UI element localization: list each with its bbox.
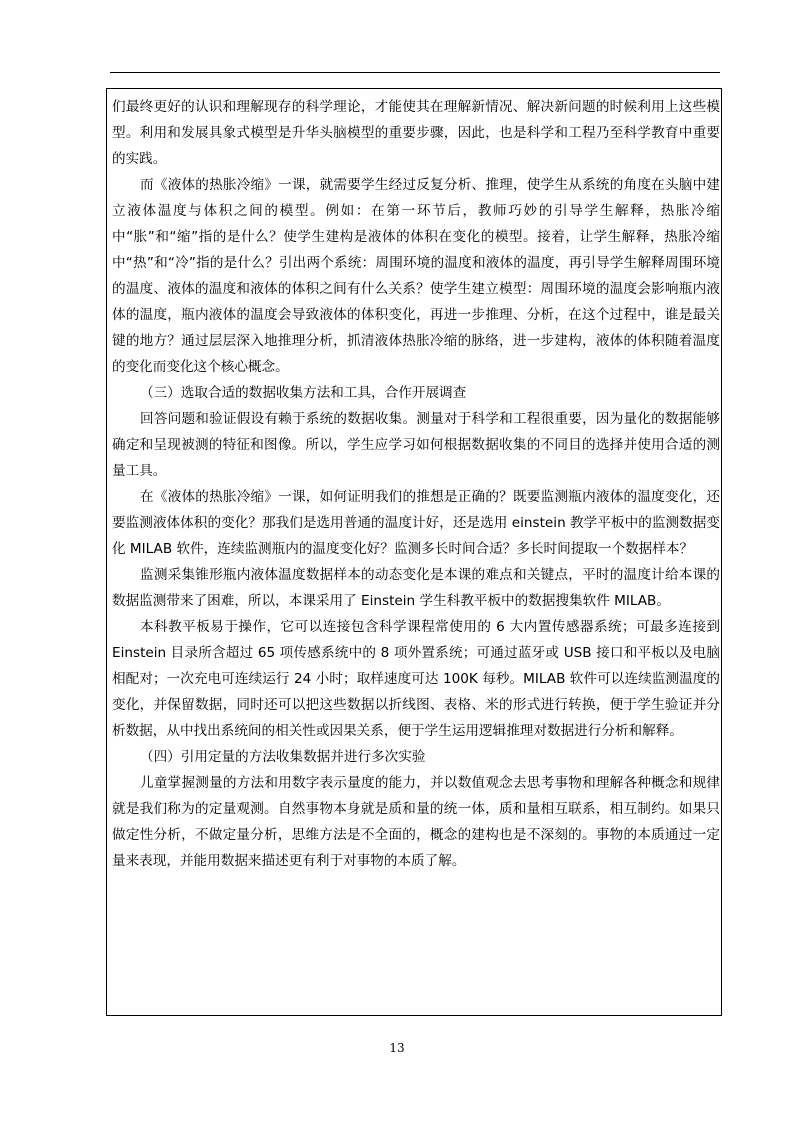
paragraph-continuation: 们最终更好的认识和理解现存的科学理论，才能使其在理解新情况、解决新问题的时候利用上这些模型。利用和发展具象式模型是升华头脑模型的重要步骤，因此，也是科学和工程乃至科学教育中重要的实践。 [112,99,720,167]
header-rule [110,72,720,73]
section-heading-4: （四）引用定量的方法收集数据并进行多次实验 [140,749,426,765]
paragraph-quantitative: 儿童掌握测量的方法和用数字表示量度的能力，并以数值观念去思考事物和理解各种概念和规律就是我们称为的定量观测。自然事物本身就是质和量的统一体，质和量相互联系，相互制约。如果只做定性分析，不做定量分析，思维方法是不全面的，概念的建构也是不深刻的。事物的本质通过一定量来表现，并能用数据来描述更有利于对事物的本质了解。 [112,775,720,869]
paragraph-model-building: 而《液体的热胀冷缩》一课，就需要学生经过反复分析、推理，使学生从系统的角度在头脑中建立液体温度与体积之间的模型。例如：在第一环节后，教师巧妙的引导学生解释，热胀冷缩中“胀”和“缩”指的是什么？使学生建构是液体的体积在变化的模型。接着，让学生解释，热胀冷缩中“热”和“冷”指的是什么？引出两个系统：周围环境的温度和液体的温度，再引导学生解释周围环境的温度、液体的温度和液体的体积之间有什么关系？使学生建立模型：周围环境的温度会影响瓶内液体的温度，瓶内液体的温度会导致液体的体积变化，再进一步推理、分析，在这个过程中，谁是最关键的地方？通过层层深入地推理分析，抓清液体热胀冷缩的脉络，进一步建构，液体的体积随着温度的变化而变化这个核心概念。 [112,177,720,375]
page-number: 13 [389,1041,405,1055]
paragraph-milab-choice: 监测采集锥形瓶内液体温度数据样本的动态变化是本课的难点和关键点，平时的温度计给本课的数据监测带来了困难，所以，本课采用了 Einstein 学生科教平板中的数据搜集软件 MILAB。 [112,567,720,609]
paragraph-tablet-features: 本科教平板易于操作，它可以连接包含科学课程常使用的 6 大内置传感器系统；可最多连接到 Einstein 目录所含超过 65 项传感系统中的 8 项外置系统；可通过蓝牙或 USB 接口和平板以及电脑相配对；一次充电可连续运行 24 小时；取样速度可达 100K 每秒。MILAB 软件可以连续监测温度的变化，并保留数据，同时还可以把这些数据以折线图、表格、米的形式进行转换，便于学生验证并分析数据，从中找出系统间的相关性或因果关系，便于学生运用逻辑推理对数据进行分析和解释。 [112,619,720,739]
paragraph-monitoring-questions: 在《液体的热胀冷缩》一课，如何证明我们的推想是正确的？既要监测瓶内液体的温度变化，还要监测液体体积的变化？那我们是选用普通的温度计好，还是选用 einstein 教学平板中的监测数据变化 MILAB 软件，连续监测瓶内的温度变化好？监测多长时间合适？多长时间提取一个数据样本？ [112,489,720,557]
section-heading-3: （三）选取合适的数据收集方法和工具，合作开展调查 [140,385,467,401]
document-body [112,94,720,874]
paragraph-data-collection: 回答问题和验证假设有赖于系统的数据收集。测量对于科学和工程很重要，因为量化的数据能够确定和呈现被测的特征和图像。所以，学生应学习如何根据数据收集的不同目的选择并使用合适的测量工具。 [112,411,720,479]
